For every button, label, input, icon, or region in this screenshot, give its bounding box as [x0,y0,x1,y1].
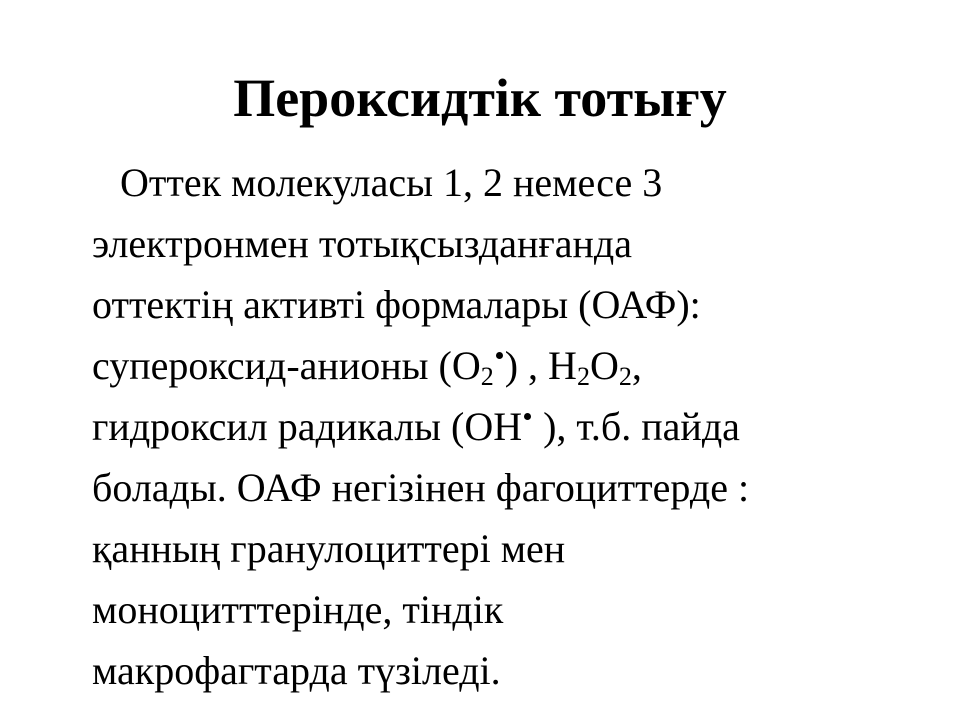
body-line-1: Оттек молекуласы 1, 2 немесе 3 [120,160,663,205]
hydroxyl-tail-text: ), т.б. пайда [533,404,740,449]
body-line-2: электронмен тотықсызданғанда [92,221,633,266]
slide-title: Пероксидтік тотығу [233,68,727,128]
radical-dot-icon [496,352,503,359]
hydroxyl-text: гидроксил радикалы (ОН [92,404,523,449]
body-line-8: моноцитттерінде, тіндік [92,587,504,632]
body-line-6: болады. ОАФ негізінен фагоциттерде : [92,465,750,510]
comma-text: , [631,343,642,388]
body-line-5 [92,396,922,457]
h2o2-prefix: ) , Н [504,343,577,388]
o-text: О [589,343,619,388]
slide-body [92,152,922,701]
o2-subscript: 2 [480,362,494,391]
body-line-9: макрофагтарда түзіледі. [92,648,501,693]
h2-subscript: 2 [576,362,590,391]
body-line-7: қанның гранулоциттері мен [92,526,566,571]
body-line-4 [92,335,922,396]
o2-subscript-2: 2 [618,362,632,391]
body-line-3: оттектің активті формалары (ОАФ): [92,282,701,327]
superoxide-text: супероксид-анионы (О [92,343,481,388]
radical-dot-icon-2 [524,413,531,420]
